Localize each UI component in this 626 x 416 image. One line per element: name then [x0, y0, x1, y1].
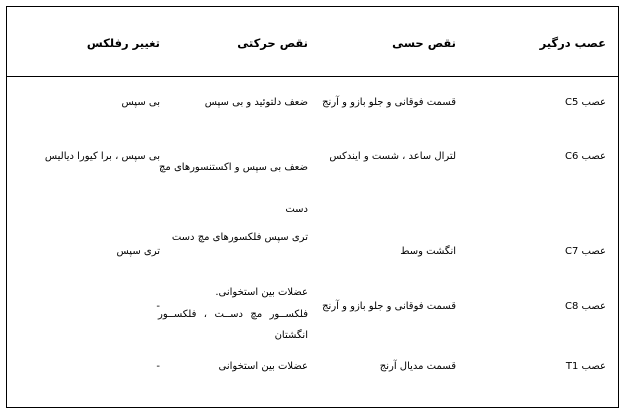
row-t1-sensory: قسمت مدیال آرنج	[379, 361, 456, 372]
row-c5-sensory: قسمت فوقانی و جلو بازو و آرنج	[322, 97, 456, 108]
row-c5-nerve: عصب C5	[565, 97, 606, 108]
header-sensory: نقص حسی	[392, 36, 456, 50]
header-nerve: عصب درگیر	[539, 36, 606, 50]
header-reflex: تغییر رفلکس	[86, 36, 160, 50]
row-c6-motor: ضعف بی سپس و اکستنسورهای مچ دست	[158, 162, 308, 215]
row-c7-motor: تری سپس فلکسورهای مچ دست	[171, 232, 308, 243]
row-c7-nerve: عصب C7	[565, 246, 606, 257]
row-c5-motor: ضعف دلتوئید و بی سپس	[204, 97, 308, 108]
row-c5-reflex: بی سپس	[121, 97, 160, 108]
row-c8-sensory: قسمت فوقانی و جلو بازو و آرنج	[322, 301, 456, 312]
row-c8-reflex: -	[156, 301, 160, 312]
row-t1-reflex: -	[156, 361, 160, 372]
row-c8-motor-line-1: عضلات بین استخوانی.	[215, 287, 308, 298]
row-c6-nerve: عصب C6	[565, 151, 606, 162]
row-c6-reflex: بی سپس ، برا کیورا دیالیس	[44, 151, 160, 162]
row-t1-nerve: عصب T1	[565, 361, 606, 372]
row-c7-reflex: تری سپس	[116, 246, 160, 257]
row-c6-sensory: لترال ساعد ، شست و ایندکس	[329, 151, 456, 162]
header-motor: نقص حرکتی	[237, 36, 308, 50]
row-c8-nerve: عصب C8	[565, 301, 606, 312]
nerve-deficit-table	[6, 6, 619, 408]
row-t1-motor: عضلات بین استخوانی	[218, 361, 308, 372]
row-c7-sensory: انگشت وسط	[400, 246, 456, 257]
header-divider	[7, 76, 618, 77]
row-c8-motor-line-2: فلکســور مچ دســت ، فلکســور انگشتان	[158, 309, 308, 341]
